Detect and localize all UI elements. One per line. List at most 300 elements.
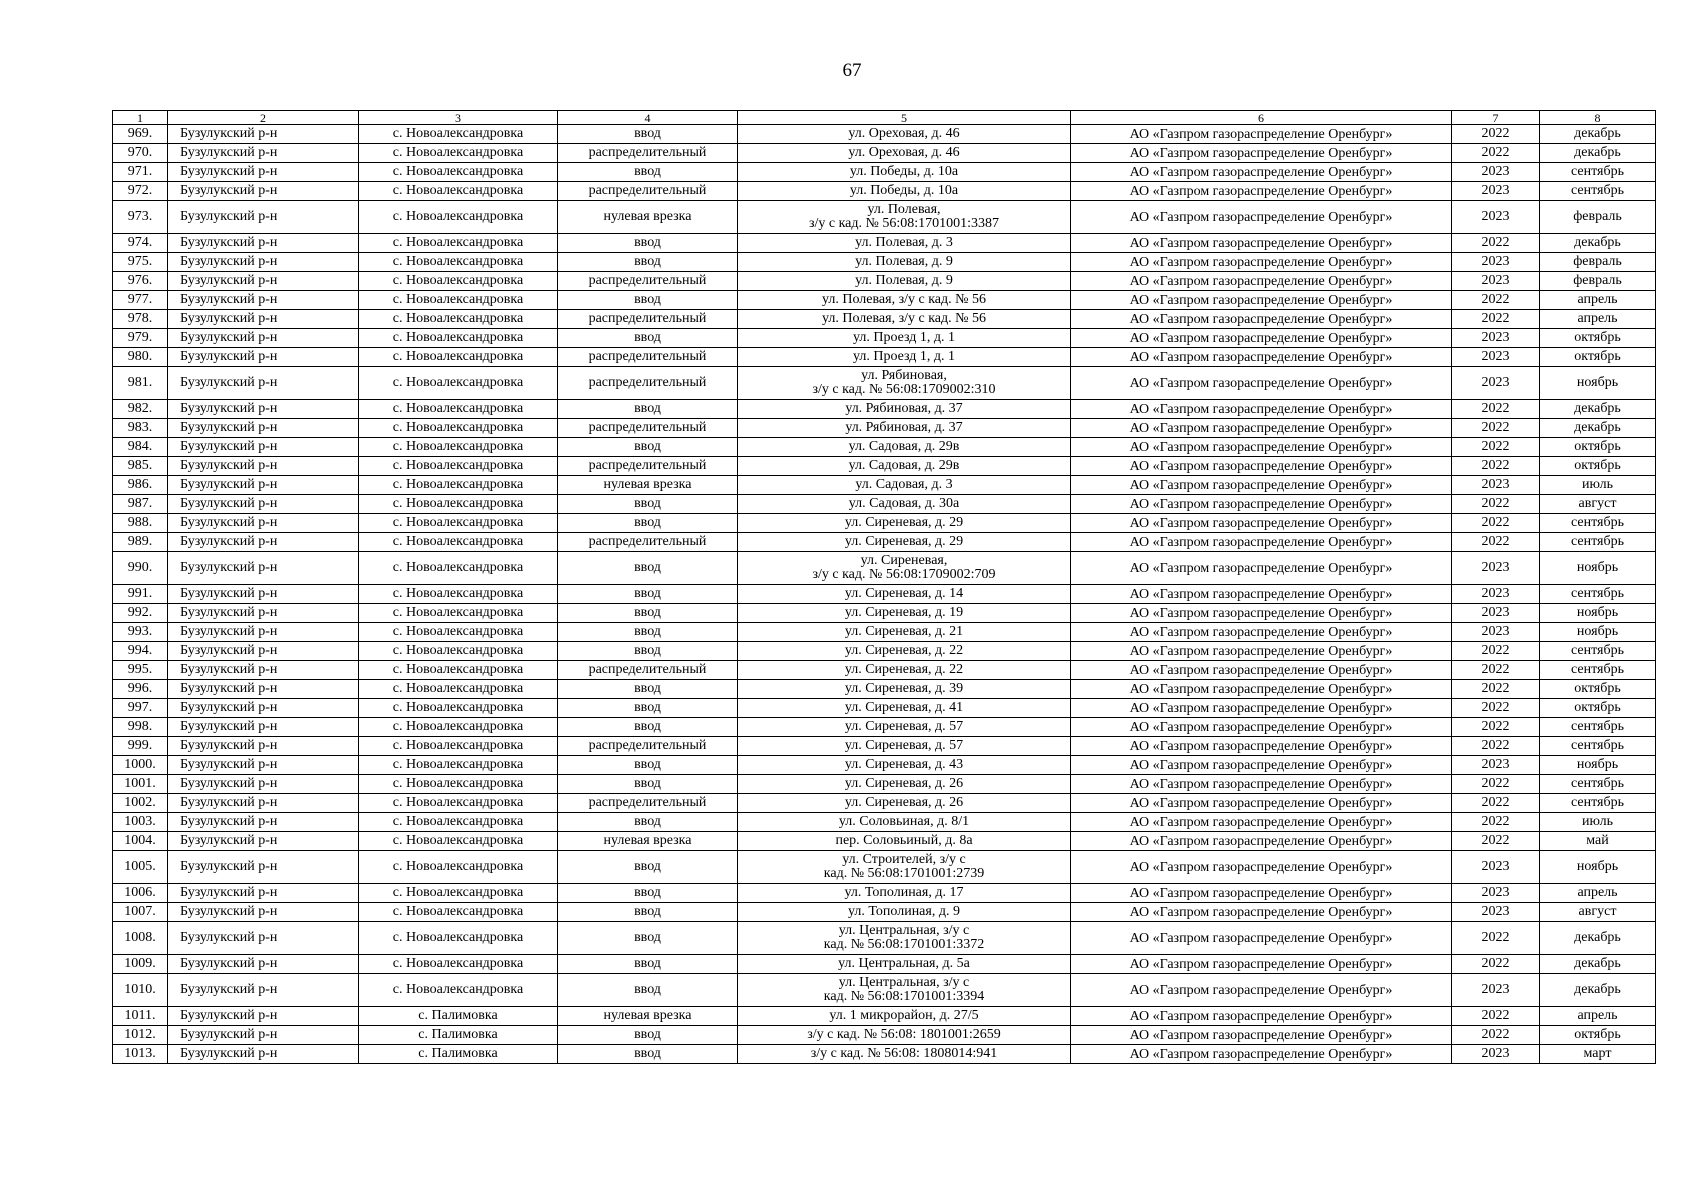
cell-settlement: с. Новоалександровка — [359, 642, 558, 661]
cell-month: ноябрь — [1540, 623, 1656, 642]
cell-year: 2023 — [1452, 604, 1540, 623]
cell-row-number: 1003. — [113, 813, 168, 832]
table-row — [113, 903, 1656, 922]
cell-district: Бузулукский р-н — [168, 775, 359, 794]
cell-row-number: 996. — [113, 680, 168, 699]
cell-district: Бузулукский р-н — [168, 419, 359, 438]
cell-month: октябрь — [1540, 438, 1656, 457]
cell-month: декабрь — [1540, 922, 1656, 955]
cell-settlement: с. Новоалександровка — [359, 476, 558, 495]
cell-organization: АО «Газпром газораспределение Оренбург» — [1071, 851, 1452, 884]
cell-organization: АО «Газпром газораспределение Оренбург» — [1071, 552, 1452, 585]
cell-month: ноябрь — [1540, 756, 1656, 775]
cell-address: ул. 1 микрорайон, д. 27/5 — [738, 1007, 1071, 1026]
cell-row-number: 1009. — [113, 955, 168, 974]
cell-row-number: 1001. — [113, 775, 168, 794]
cell-district: Бузулукский р-н — [168, 400, 359, 419]
table-row — [113, 775, 1656, 794]
cell-address: ул. Садовая, д. 3 — [738, 476, 1071, 495]
cell-row-number: 1007. — [113, 903, 168, 922]
cell-address: ул. Проезд 1, д. 1 — [738, 329, 1071, 348]
cell-year: 2022 — [1452, 680, 1540, 699]
cell-pipeline-type: распределительный — [558, 367, 738, 400]
table-row — [113, 604, 1656, 623]
cell-pipeline-type: нулевая врезка — [558, 201, 738, 234]
cell-district: Бузулукский р-н — [168, 201, 359, 234]
cell-row-number: 999. — [113, 737, 168, 756]
cell-year: 2022 — [1452, 144, 1540, 163]
cell-organization: АО «Газпром газораспределение Оренбург» — [1071, 234, 1452, 253]
cell-settlement: с. Новоалександровка — [359, 699, 558, 718]
cell-organization: АО «Газпром газораспределение Оренбург» — [1071, 585, 1452, 604]
cell-district: Бузулукский р-н — [168, 144, 359, 163]
cell-row-number: 980. — [113, 348, 168, 367]
cell-year: 2022 — [1452, 291, 1540, 310]
cell-district: Бузулукский р-н — [168, 851, 359, 884]
cell-settlement: с. Новоалександровка — [359, 884, 558, 903]
cell-settlement: с. Новоалександровка — [359, 495, 558, 514]
cell-row-number: 991. — [113, 585, 168, 604]
table-row — [113, 438, 1656, 457]
cell-organization: АО «Газпром газораспределение Оренбург» — [1071, 604, 1452, 623]
cell-year: 2022 — [1452, 642, 1540, 661]
cell-settlement: с. Новоалександровка — [359, 310, 558, 329]
cell-settlement: с. Новоалександровка — [359, 737, 558, 756]
table-row — [113, 642, 1656, 661]
table-row — [113, 457, 1656, 476]
cell-row-number: 1002. — [113, 794, 168, 813]
cell-pipeline-type: нулевая врезка — [558, 832, 738, 851]
cell-district: Бузулукский р-н — [168, 922, 359, 955]
cell-settlement: с. Новоалександровка — [359, 623, 558, 642]
cell-district: Бузулукский р-н — [168, 234, 359, 253]
cell-district: Бузулукский р-н — [168, 182, 359, 201]
cell-address: ул. Сиреневая, д. 26 — [738, 794, 1071, 813]
cell-year: 2022 — [1452, 419, 1540, 438]
table-row — [113, 922, 1656, 955]
cell-address: ул. Тополиная, д. 17 — [738, 884, 1071, 903]
table-row — [113, 533, 1656, 552]
cell-address: ул. Садовая, д. 30а — [738, 495, 1071, 514]
cell-year: 2023 — [1452, 585, 1540, 604]
cell-address: ул. Сиреневая, д. 43 — [738, 756, 1071, 775]
cell-settlement: с. Новоалександровка — [359, 201, 558, 234]
cell-organization: АО «Газпром газораспределение Оренбург» — [1071, 1045, 1452, 1064]
table-row — [113, 585, 1656, 604]
cell-settlement: с. Новоалександровка — [359, 974, 558, 1007]
cell-organization: АО «Газпром газораспределение Оренбург» — [1071, 201, 1452, 234]
cell-organization: АО «Газпром газораспределение Оренбург» — [1071, 144, 1452, 163]
column-header: 7 — [1452, 111, 1540, 125]
cell-settlement: с. Новоалександровка — [359, 144, 558, 163]
cell-row-number: 1004. — [113, 832, 168, 851]
cell-address: ул. Центральная, з/у с кад. № 56:08:1701001:3372 — [738, 922, 1071, 955]
cell-address: ул. Сиреневая, д. 14 — [738, 585, 1071, 604]
cell-year: 2022 — [1452, 457, 1540, 476]
cell-organization: АО «Газпром газораспределение Оренбург» — [1071, 476, 1452, 495]
cell-row-number: 974. — [113, 234, 168, 253]
cell-month: декабрь — [1540, 234, 1656, 253]
table-row — [113, 884, 1656, 903]
cell-district: Бузулукский р-н — [168, 348, 359, 367]
cell-year: 2022 — [1452, 1026, 1540, 1045]
cell-row-number: 985. — [113, 457, 168, 476]
cell-address: ул. Полевая, д. 3 — [738, 234, 1071, 253]
cell-row-number: 1013. — [113, 1045, 168, 1064]
cell-row-number: 988. — [113, 514, 168, 533]
cell-district: Бузулукский р-н — [168, 367, 359, 400]
cell-organization: АО «Газпром газораспределение Оренбург» — [1071, 125, 1452, 144]
cell-pipeline-type: распределительный — [558, 457, 738, 476]
cell-row-number: 993. — [113, 623, 168, 642]
cell-settlement: с. Новоалександровка — [359, 438, 558, 457]
cell-month: декабрь — [1540, 144, 1656, 163]
cell-row-number: 1005. — [113, 851, 168, 884]
cell-organization: АО «Газпром газораспределение Оренбург» — [1071, 680, 1452, 699]
cell-address: ул. Проезд 1, д. 1 — [738, 348, 1071, 367]
cell-address: ул. Ореховая, д. 46 — [738, 144, 1071, 163]
table-row — [113, 182, 1656, 201]
cell-month: июль — [1540, 813, 1656, 832]
cell-month: апрель — [1540, 291, 1656, 310]
cell-year: 2022 — [1452, 922, 1540, 955]
table-row — [113, 718, 1656, 737]
cell-row-number: 977. — [113, 291, 168, 310]
cell-year: 2022 — [1452, 794, 1540, 813]
cell-address: ул. Сиреневая, д. 41 — [738, 699, 1071, 718]
cell-district: Бузулукский р-н — [168, 457, 359, 476]
cell-month: сентябрь — [1540, 794, 1656, 813]
cell-settlement: с. Новоалександровка — [359, 552, 558, 585]
cell-month: декабрь — [1540, 974, 1656, 1007]
cell-settlement: с. Новоалександровка — [359, 604, 558, 623]
column-header: 3 — [359, 111, 558, 125]
cell-organization: АО «Газпром газораспределение Оренбург» — [1071, 310, 1452, 329]
cell-month: октябрь — [1540, 1026, 1656, 1045]
cell-month: декабрь — [1540, 955, 1656, 974]
cell-district: Бузулукский р-н — [168, 903, 359, 922]
cell-year: 2022 — [1452, 125, 1540, 144]
cell-pipeline-type: ввод — [558, 699, 738, 718]
table-row — [113, 1026, 1656, 1045]
cell-organization: АО «Газпром газораспределение Оренбург» — [1071, 533, 1452, 552]
cell-settlement: с. Палимовка — [359, 1026, 558, 1045]
cell-year: 2022 — [1452, 718, 1540, 737]
column-header: 1 — [113, 111, 168, 125]
cell-district: Бузулукский р-н — [168, 310, 359, 329]
cell-row-number: 972. — [113, 182, 168, 201]
cell-organization: АО «Газпром газораспределение Оренбург» — [1071, 775, 1452, 794]
cell-pipeline-type: ввод — [558, 955, 738, 974]
cell-address: ул. Рябиновая, д. 37 — [738, 419, 1071, 438]
cell-year: 2022 — [1452, 514, 1540, 533]
cell-district: Бузулукский р-н — [168, 163, 359, 182]
cell-address: з/у с кад. № 56:08: 1801001:2659 — [738, 1026, 1071, 1045]
cell-row-number: 1008. — [113, 922, 168, 955]
cell-settlement: с. Новоалександровка — [359, 922, 558, 955]
cell-settlement: с. Новоалександровка — [359, 533, 558, 552]
cell-month: ноябрь — [1540, 367, 1656, 400]
cell-address: ул. Садовая, д. 29в — [738, 438, 1071, 457]
cell-month: сентябрь — [1540, 718, 1656, 737]
cell-year: 2022 — [1452, 495, 1540, 514]
cell-pipeline-type: ввод — [558, 851, 738, 884]
cell-month: апрель — [1540, 310, 1656, 329]
cell-settlement: с. Новоалександровка — [359, 756, 558, 775]
cell-row-number: 982. — [113, 400, 168, 419]
cell-district: Бузулукский р-н — [168, 1045, 359, 1064]
cell-year: 2023 — [1452, 974, 1540, 1007]
cell-row-number: 986. — [113, 476, 168, 495]
cell-organization: АО «Газпром газораспределение Оренбург» — [1071, 1026, 1452, 1045]
cell-pipeline-type: ввод — [558, 234, 738, 253]
cell-address: ул. Рябиновая, д. 37 — [738, 400, 1071, 419]
cell-district: Бузулукский р-н — [168, 125, 359, 144]
cell-month: февраль — [1540, 272, 1656, 291]
column-header: 5 — [738, 111, 1071, 125]
cell-district: Бузулукский р-н — [168, 253, 359, 272]
table-row — [113, 144, 1656, 163]
cell-pipeline-type: ввод — [558, 884, 738, 903]
cell-year: 2022 — [1452, 438, 1540, 457]
cell-month: сентябрь — [1540, 585, 1656, 604]
table-row — [113, 699, 1656, 718]
cell-month: декабрь — [1540, 400, 1656, 419]
cell-address: ул. Ореховая, д. 46 — [738, 125, 1071, 144]
table-row — [113, 310, 1656, 329]
cell-address: ул. Победы, д. 10а — [738, 182, 1071, 201]
cell-organization: АО «Газпром газораспределение Оренбург» — [1071, 955, 1452, 974]
cell-pipeline-type: нулевая врезка — [558, 1007, 738, 1026]
cell-district: Бузулукский р-н — [168, 438, 359, 457]
cell-pipeline-type: ввод — [558, 756, 738, 775]
cell-row-number: 971. — [113, 163, 168, 182]
cell-row-number: 1011. — [113, 1007, 168, 1026]
cell-row-number: 997. — [113, 699, 168, 718]
cell-address: ул. Рябиновая, з/у с кад. № 56:08:1709002:310 — [738, 367, 1071, 400]
cell-month: октябрь — [1540, 680, 1656, 699]
cell-month: август — [1540, 495, 1656, 514]
cell-address: ул. Сиреневая, д. 29 — [738, 533, 1071, 552]
cell-month: август — [1540, 903, 1656, 922]
cell-organization: АО «Газпром газораспределение Оренбург» — [1071, 400, 1452, 419]
cell-row-number: 1010. — [113, 974, 168, 1007]
cell-address: з/у с кад. № 56:08: 1808014:941 — [738, 1045, 1071, 1064]
cell-row-number: 969. — [113, 125, 168, 144]
cell-year: 2022 — [1452, 955, 1540, 974]
cell-settlement: с. Новоалександровка — [359, 348, 558, 367]
cell-pipeline-type: ввод — [558, 400, 738, 419]
cell-address: ул. Сиреневая, д. 29 — [738, 514, 1071, 533]
table-row — [113, 419, 1656, 438]
cell-address: ул. Центральная, д. 5а — [738, 955, 1071, 974]
cell-month: октябрь — [1540, 457, 1656, 476]
table-row — [113, 794, 1656, 813]
cell-year: 2022 — [1452, 533, 1540, 552]
table-row — [113, 476, 1656, 495]
cell-settlement: с. Новоалександровка — [359, 182, 558, 201]
cell-district: Бузулукский р-н — [168, 272, 359, 291]
cell-year: 2022 — [1452, 775, 1540, 794]
cell-pipeline-type: распределительный — [558, 419, 738, 438]
cell-district: Бузулукский р-н — [168, 533, 359, 552]
cell-organization: АО «Газпром газораспределение Оренбург» — [1071, 661, 1452, 680]
cell-address: ул. Сиреневая, з/у с кад. № 56:08:1709002:709 — [738, 552, 1071, 585]
cell-settlement: с. Новоалександровка — [359, 794, 558, 813]
cell-settlement: с. Новоалександровка — [359, 775, 558, 794]
cell-organization: АО «Газпром газораспределение Оренбург» — [1071, 291, 1452, 310]
table-row — [113, 661, 1656, 680]
cell-organization: АО «Газпром газораспределение Оренбург» — [1071, 813, 1452, 832]
cell-row-number: 981. — [113, 367, 168, 400]
cell-district: Бузулукский р-н — [168, 832, 359, 851]
cell-row-number: 995. — [113, 661, 168, 680]
cell-district: Бузулукский р-н — [168, 718, 359, 737]
cell-year: 2023 — [1452, 253, 1540, 272]
table-row — [113, 125, 1656, 144]
cell-pipeline-type: ввод — [558, 1045, 738, 1064]
table-row — [113, 201, 1656, 234]
cell-row-number: 978. — [113, 310, 168, 329]
registry-table — [112, 110, 1656, 1064]
cell-district: Бузулукский р-н — [168, 699, 359, 718]
cell-pipeline-type: нулевая врезка — [558, 476, 738, 495]
cell-month: июль — [1540, 476, 1656, 495]
cell-year: 2023 — [1452, 272, 1540, 291]
cell-pipeline-type: ввод — [558, 775, 738, 794]
cell-district: Бузулукский р-н — [168, 476, 359, 495]
table-row — [113, 163, 1656, 182]
cell-month: апрель — [1540, 1007, 1656, 1026]
cell-organization: АО «Газпром газораспределение Оренбург» — [1071, 832, 1452, 851]
cell-pipeline-type: ввод — [558, 1026, 738, 1045]
cell-organization: АО «Газпром газораспределение Оренбург» — [1071, 623, 1452, 642]
cell-settlement: с. Новоалександровка — [359, 718, 558, 737]
cell-settlement: с. Новоалександровка — [359, 661, 558, 680]
cell-organization: АО «Газпром газораспределение Оренбург» — [1071, 699, 1452, 718]
cell-address: ул. Центральная, з/у с кад. № 56:08:1701001:3394 — [738, 974, 1071, 1007]
cell-pipeline-type: ввод — [558, 974, 738, 1007]
cell-pipeline-type: распределительный — [558, 533, 738, 552]
cell-settlement: с. Новоалександровка — [359, 813, 558, 832]
cell-pipeline-type: распределительный — [558, 737, 738, 756]
cell-year: 2023 — [1452, 329, 1540, 348]
cell-year: 2023 — [1452, 182, 1540, 201]
table-row — [113, 329, 1656, 348]
cell-month: декабрь — [1540, 125, 1656, 144]
cell-settlement: с. Новоалександровка — [359, 955, 558, 974]
cell-organization: АО «Газпром газораспределение Оренбург» — [1071, 438, 1452, 457]
cell-month: сентябрь — [1540, 775, 1656, 794]
cell-pipeline-type: ввод — [558, 438, 738, 457]
cell-address: ул. Тополиная, д. 9 — [738, 903, 1071, 922]
cell-month: сентябрь — [1540, 737, 1656, 756]
cell-address: ул. Полевая, з/у с кад. № 56 — [738, 310, 1071, 329]
column-header: 4 — [558, 111, 738, 125]
table-row — [113, 367, 1656, 400]
cell-organization: АО «Газпром газораспределение Оренбург» — [1071, 457, 1452, 476]
cell-district: Бузулукский р-н — [168, 585, 359, 604]
cell-month: октябрь — [1540, 348, 1656, 367]
cell-month: октябрь — [1540, 329, 1656, 348]
cell-pipeline-type: ввод — [558, 163, 738, 182]
cell-year: 2022 — [1452, 1007, 1540, 1026]
cell-month: сентябрь — [1540, 514, 1656, 533]
column-header: 8 — [1540, 111, 1656, 125]
cell-month: сентябрь — [1540, 163, 1656, 182]
cell-address: ул. Сиреневая, д. 57 — [738, 718, 1071, 737]
cell-organization: АО «Газпром газораспределение Оренбург» — [1071, 182, 1452, 201]
cell-district: Бузулукский р-н — [168, 495, 359, 514]
cell-address: ул. Сиреневая, д. 57 — [738, 737, 1071, 756]
cell-month: ноябрь — [1540, 552, 1656, 585]
cell-address: ул. Сиреневая, д. 26 — [738, 775, 1071, 794]
cell-settlement: с. Новоалександровка — [359, 514, 558, 533]
cell-address: ул. Садовая, д. 29в — [738, 457, 1071, 476]
cell-row-number: 998. — [113, 718, 168, 737]
table-row — [113, 851, 1656, 884]
cell-district: Бузулукский р-н — [168, 737, 359, 756]
cell-settlement: с. Новоалександровка — [359, 400, 558, 419]
cell-month: ноябрь — [1540, 851, 1656, 884]
table-row — [113, 756, 1656, 775]
cell-year: 2023 — [1452, 367, 1540, 400]
cell-organization: АО «Газпром газораспределение Оренбург» — [1071, 419, 1452, 438]
cell-organization: АО «Газпром газораспределение Оренбург» — [1071, 718, 1452, 737]
cell-row-number: 1000. — [113, 756, 168, 775]
cell-month: октябрь — [1540, 699, 1656, 718]
cell-settlement: с. Новоалександровка — [359, 272, 558, 291]
cell-settlement: с. Новоалександровка — [359, 367, 558, 400]
cell-month: май — [1540, 832, 1656, 851]
table-row — [113, 623, 1656, 642]
cell-organization: АО «Газпром газораспределение Оренбург» — [1071, 329, 1452, 348]
cell-pipeline-type: ввод — [558, 125, 738, 144]
cell-organization: АО «Газпром газораспределение Оренбург» — [1071, 163, 1452, 182]
cell-organization: АО «Газпром газораспределение Оренбург» — [1071, 884, 1452, 903]
cell-row-number: 990. — [113, 552, 168, 585]
cell-organization: АО «Газпром газораспределение Оренбург» — [1071, 348, 1452, 367]
cell-address: ул. Полевая, д. 9 — [738, 253, 1071, 272]
cell-pipeline-type: ввод — [558, 718, 738, 737]
cell-address: ул. Сиреневая, д. 22 — [738, 661, 1071, 680]
cell-row-number: 970. — [113, 144, 168, 163]
cell-settlement: с. Новоалександровка — [359, 419, 558, 438]
cell-settlement: с. Новоалександровка — [359, 234, 558, 253]
table-row — [113, 974, 1656, 1007]
table-row — [113, 680, 1656, 699]
cell-year: 2023 — [1452, 884, 1540, 903]
cell-address: ул. Соловьиная, д. 8/1 — [738, 813, 1071, 832]
column-header: 2 — [168, 111, 359, 125]
cell-district: Бузулукский р-н — [168, 794, 359, 813]
table-row — [113, 348, 1656, 367]
cell-settlement: с. Палимовка — [359, 1045, 558, 1064]
table-row — [113, 400, 1656, 419]
cell-row-number: 1012. — [113, 1026, 168, 1045]
cell-pipeline-type: ввод — [558, 585, 738, 604]
cell-address: ул. Полевая, з/у с кад. № 56 — [738, 291, 1071, 310]
cell-pipeline-type: ввод — [558, 495, 738, 514]
cell-pipeline-type: ввод — [558, 922, 738, 955]
cell-year: 2022 — [1452, 813, 1540, 832]
cell-organization: АО «Газпром газораспределение Оренбург» — [1071, 903, 1452, 922]
cell-district: Бузулукский р-н — [168, 955, 359, 974]
cell-district: Бузулукский р-н — [168, 974, 359, 1007]
cell-settlement: с. Новоалександровка — [359, 680, 558, 699]
cell-district: Бузулукский р-н — [168, 329, 359, 348]
cell-year: 2023 — [1452, 201, 1540, 234]
